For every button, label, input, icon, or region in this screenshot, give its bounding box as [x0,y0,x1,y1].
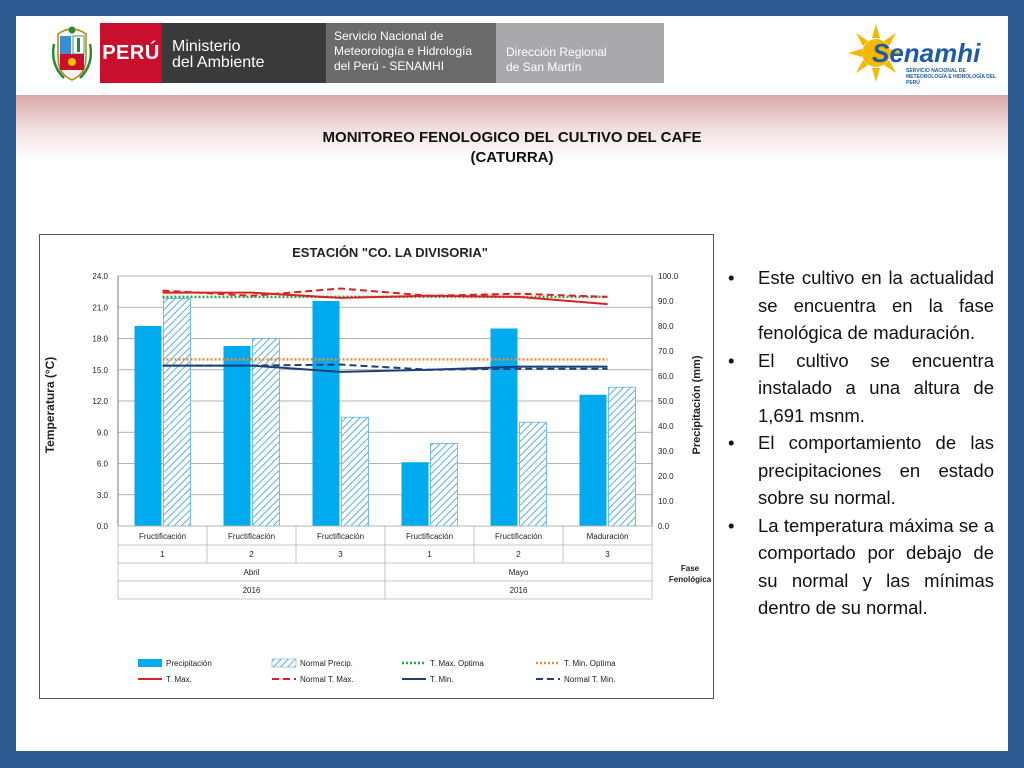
legend-label: T. Max. Optima [430,659,484,668]
slide [16,16,1008,751]
gridlines [118,276,652,526]
bar-normal-precip [609,387,636,526]
chart [40,235,712,697]
phase-axis-label-1: Fase [680,564,700,573]
senamhi-line-3: del Perú - SENAMHI [334,59,445,73]
peru-label: PERÚ [100,23,162,83]
legend-label: Normal T. Min. [564,675,616,684]
y2-tick-label: 50.0 [658,397,674,406]
chart-frame [39,234,714,699]
month-label: Abril [243,568,260,577]
y2-tick-label: 10.0 [658,497,674,506]
bar-normal-precip [164,299,191,527]
legend-label: Precipitación [166,659,212,668]
bar-normal-precip [431,444,458,527]
ministerio-line-2: del Ambiente [172,54,265,71]
bar-normal-precip [520,422,547,526]
y2-tick-label: 40.0 [658,422,674,431]
direccion-regional-label [496,23,664,83]
legend-label: T. Max. [166,675,192,684]
category-label: Fructificación [138,532,187,541]
legend-label: Normal T. Max. [300,675,354,684]
direccion-line-1: Dirección Regional [506,45,607,59]
y-tick-label: 24.0 [92,272,108,281]
senamhi-logo-subtitle: SERVICIO NACIONAL DE METEOROLOGÍA E HIDROLOGÍA DEL PERÚ [906,68,997,86]
ministerio-line-1: Ministerio [172,38,241,55]
senamhi-logo-name: Senamhi [872,38,981,68]
peru-coat-of-arms-icon [52,24,92,82]
y-axis-label: Temperatura (°C) [43,356,57,454]
month-label: Mayo [508,568,529,577]
bullet-item: • El cultivo se encuentra instalado a una altura de 1,691 msnm. [726,347,994,430]
senamhi-line-1: Servicio Nacional de [334,29,444,43]
legend-swatch-precipitacion [138,659,162,667]
y-tick-label: 0.0 [96,522,108,531]
y2-tick-label: 60.0 [658,372,674,381]
bullet-item: • La temperatura máxima se a comportado por debajo de su normal y las mínimas dentro de su normal. [726,512,994,622]
category-label: Fructificación [494,532,543,541]
decada-label: 3 [605,550,610,559]
year-label: 2016 [509,586,528,595]
y2-tick-label: 0.0 [658,522,670,531]
y2-tick-label: 20.0 [658,472,674,481]
category-label: Fructificación [405,532,454,541]
senamhi-logo [846,20,1006,86]
y-tick-label: 12.0 [92,397,108,406]
bullet-list [726,264,994,622]
bar-precipitacion [224,346,251,526]
decada-label: 3 [338,550,343,559]
y-tick-label: 3.0 [96,490,108,500]
y2-axis-label: Precipitación (mm) [691,355,703,455]
y2-tick-label: 90.0 [658,297,674,306]
year-label: 2016 [242,586,261,595]
bar-normal-precip [342,417,369,526]
bar-precipitacion [402,462,429,526]
category-label: Fructificación [227,532,276,541]
bar-precipitacion [313,301,340,526]
y2-tick-label: 100.0 [658,272,679,281]
bullet-item: • Este cultivo en la actualidad se encuentra en la fase fenológica de maduración. [726,264,994,347]
legend-swatch-normal-precip [272,659,296,667]
senamhi-agency-label [326,23,496,83]
bar-precipitacion [135,326,162,526]
direccion-line-2: de San Martín [506,60,582,74]
decada-label: 1 [160,550,165,559]
y-tick-label: 15.0 [92,365,108,375]
y2-tick-label: 70.0 [658,347,674,356]
bullet-item: • El comportamiento de las precipitaciones en estado sobre su normal. [726,429,994,512]
legend-label: Normal Precip. [300,659,353,668]
ministerio-label [162,23,326,83]
legend-label: T. Min. [430,675,454,684]
chart-title: ESTACIÓN "CO. LA DIVISORIA" [292,245,488,260]
bar-precipitacion [580,395,607,526]
y2-tick-label: 80.0 [658,322,674,331]
senamhi-line-2: Meteorología e Hidrología [334,44,473,58]
y-tick-label: 9.0 [96,428,108,438]
decada-label: 2 [249,550,254,559]
page-title-line-1: MONITOREO FENOLOGICO DEL CULTIVO DEL CAFE [322,129,702,146]
legend-label: T. Min. Optima [564,659,616,668]
bar-layer [135,299,636,527]
category-table [118,526,652,599]
y2-tick-label: 30.0 [658,447,674,456]
y-tick-label: 6.0 [96,459,108,469]
y-tick-label: 18.0 [92,334,108,344]
decada-label: 2 [516,550,521,559]
category-label: Maduración [586,532,629,541]
y-tick-label: 21.0 [92,303,108,313]
page-title [16,128,1008,168]
category-label: Fructificación [316,532,365,541]
decada-label: 1 [427,550,432,559]
phase-axis-label-2: Fenológica [668,575,712,584]
page-title-line-2: (CATURRA) [470,149,554,166]
chart-legend [138,659,616,684]
